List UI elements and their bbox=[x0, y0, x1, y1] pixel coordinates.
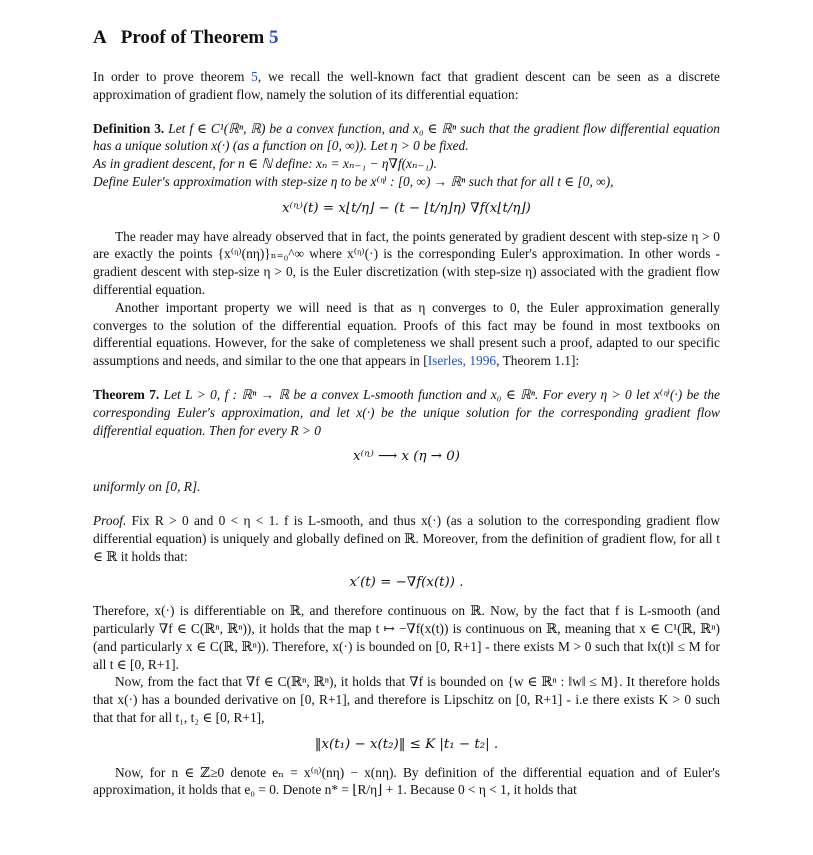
proof-label: Proof. bbox=[93, 512, 127, 528]
definition-3 bbox=[93, 120, 720, 191]
proof-paragraph-1 bbox=[93, 512, 720, 565]
definition-label: Definition 3. bbox=[93, 120, 165, 136]
another-text-2: , Theorem 1.1]: bbox=[496, 353, 580, 369]
theorem-text: Let L > 0, f : ℝⁿ → ℝ be a convex L-smooth function and x₀ ∈ ℝⁿ. For every η > 0 let x⁽ᶯ⁾(·) be the corresponding Euler's approximation, and let x(·) be the unique solution for the corresponding gradient flow differential equation. Then for every R > 0 bbox=[93, 386, 720, 438]
convergence-equation: x⁽ᶯ⁾ ⟶ x (η → 0) bbox=[353, 449, 460, 465]
another-paragraph bbox=[93, 299, 720, 370]
definition-text-2: As in gradient descent, for n ∈ ℕ define: xₙ = xₙ₋₁ − η∇f(xₙ₋₁). bbox=[93, 156, 437, 172]
gradient-flow-equation: x′(t) = −∇f(x(t)) . bbox=[349, 575, 464, 591]
theorem-5-link[interactable]: 5 bbox=[251, 69, 258, 84]
theorem-link[interactable]: 5 bbox=[269, 27, 279, 48]
section-title: Proof of Theorem bbox=[120, 27, 265, 48]
lipschitz-equation: ‖x(t₁) − x(t₂)‖ ≤ K |t₁ − t₂| . bbox=[314, 736, 499, 752]
citation-link[interactable]: Iserles, 1996 bbox=[427, 353, 497, 369]
proof-paragraph-4: Now, for n ∈ ℤ≥0 denote eₙ = x⁽ᶯ⁾(nη) − x(nη). By definition of the differential equation and of Euler's approximation, it holds that e₀ = 0. Denote n* = ⌊R/η⌋ + 1. Because 0 < η < 1, it holds that bbox=[93, 764, 720, 798]
proof-text-1: Fix R > 0 and 0 < η < 1. f is L-smooth, and thus x(·) (as a solution to the corresponding gradient flow differential equation) is uniquely and globally defined on ℝ. Moreover, from the definition of gradient flow, for all t ∈ ℝ it holds that: bbox=[93, 512, 720, 564]
definition-text-1: Let f ∈ C¹(ℝⁿ, ℝ) be a convex function, and x₀ ∈ ℝⁿ such that the gradient flow differential equation has a unique solution x(·) (as a function on [0, ∞)). Let η > 0 be fixed. bbox=[93, 120, 720, 154]
euler-equation: x⁽ᶯ⁾(t) = x⌊t/η⌋ − (t − ⌊t/η⌋η) ∇f(x⌊t/η⌋) bbox=[282, 200, 531, 216]
intro-paragraph bbox=[93, 68, 720, 104]
section-number: A bbox=[93, 27, 107, 48]
reader-paragraph: The reader may have already observed that in fact, the points generated by gradient descent with step-size η > 0 are exactly the points {x⁽ᶯ⁾(nη)}ₙ₌₀^∞ where x⁽ᶯ⁾(·) is the corresponding Euler's approximation. In other words - gradient descent with step-size η > 0, is the Euler discretization (with step-size η) associated with the gradient flow differential equation. bbox=[93, 228, 720, 297]
intro-text-1: In order to prove theorem bbox=[93, 69, 252, 84]
theorem-label: Theorem 7. bbox=[93, 386, 160, 402]
section-heading bbox=[93, 26, 720, 50]
intro-text-2: , we recall the well-known fact that gradient descent can be seen as a discrete approximation of gradient flow, namely the solution of its differential equation: bbox=[93, 69, 720, 102]
another-text-1: Another important property we will need is that as η converges to 0, the Euler approximation generally converges to the solution of the differential equation. Proofs of this fact may be found in most textbooks on differential equations. However, for the sake of completeness we shall present such a proof, adapted to our specific assumptions and needs, and similar to the one that appears in [ bbox=[93, 299, 720, 369]
uniform-text: uniformly on [0, R]. bbox=[93, 479, 201, 495]
definition-text-3: Define Euler's approximation with step-size η to be x⁽ᶯ⁾ : [0, ∞) → ℝⁿ such that for all t ∈ [0, ∞), bbox=[93, 173, 614, 189]
proof-paragraph-3: Now, from the fact that ∇f ∈ C(ℝⁿ, ℝⁿ), it holds that ∇f is bounded on {w ∈ ℝⁿ : ‖w‖ ≤ M}. It therefore holds that x(·) has a bounded derivative on [0, R+1], and therefore is Lipschitz on [0, R+1] - i.e there exists K > 0 such that that for all t₁, t₂ ∈ [0, R+1], bbox=[93, 674, 720, 725]
theorem-7 bbox=[93, 386, 720, 439]
proof-paragraph-2: Therefore, x(·) is differentiable on ℝ, and therefore continuous on ℝ. Now, by the fact that f is L-smooth (and particularly ∇f ∈ C(ℝⁿ, ℝⁿ)), it holds that the map t ↦ −∇f(x(t)) is continuous on ℝ, meaning that x ∈ C¹(ℝ, ℝⁿ) (and particularly x ∈ C(ℝ, ℝⁿ)). Therefore, x(·) is bounded on [0, R+1] - there exists M > 0 such that ‖x(t)‖ ≤ M for all t ∈ [0, R+1]. bbox=[93, 603, 720, 672]
